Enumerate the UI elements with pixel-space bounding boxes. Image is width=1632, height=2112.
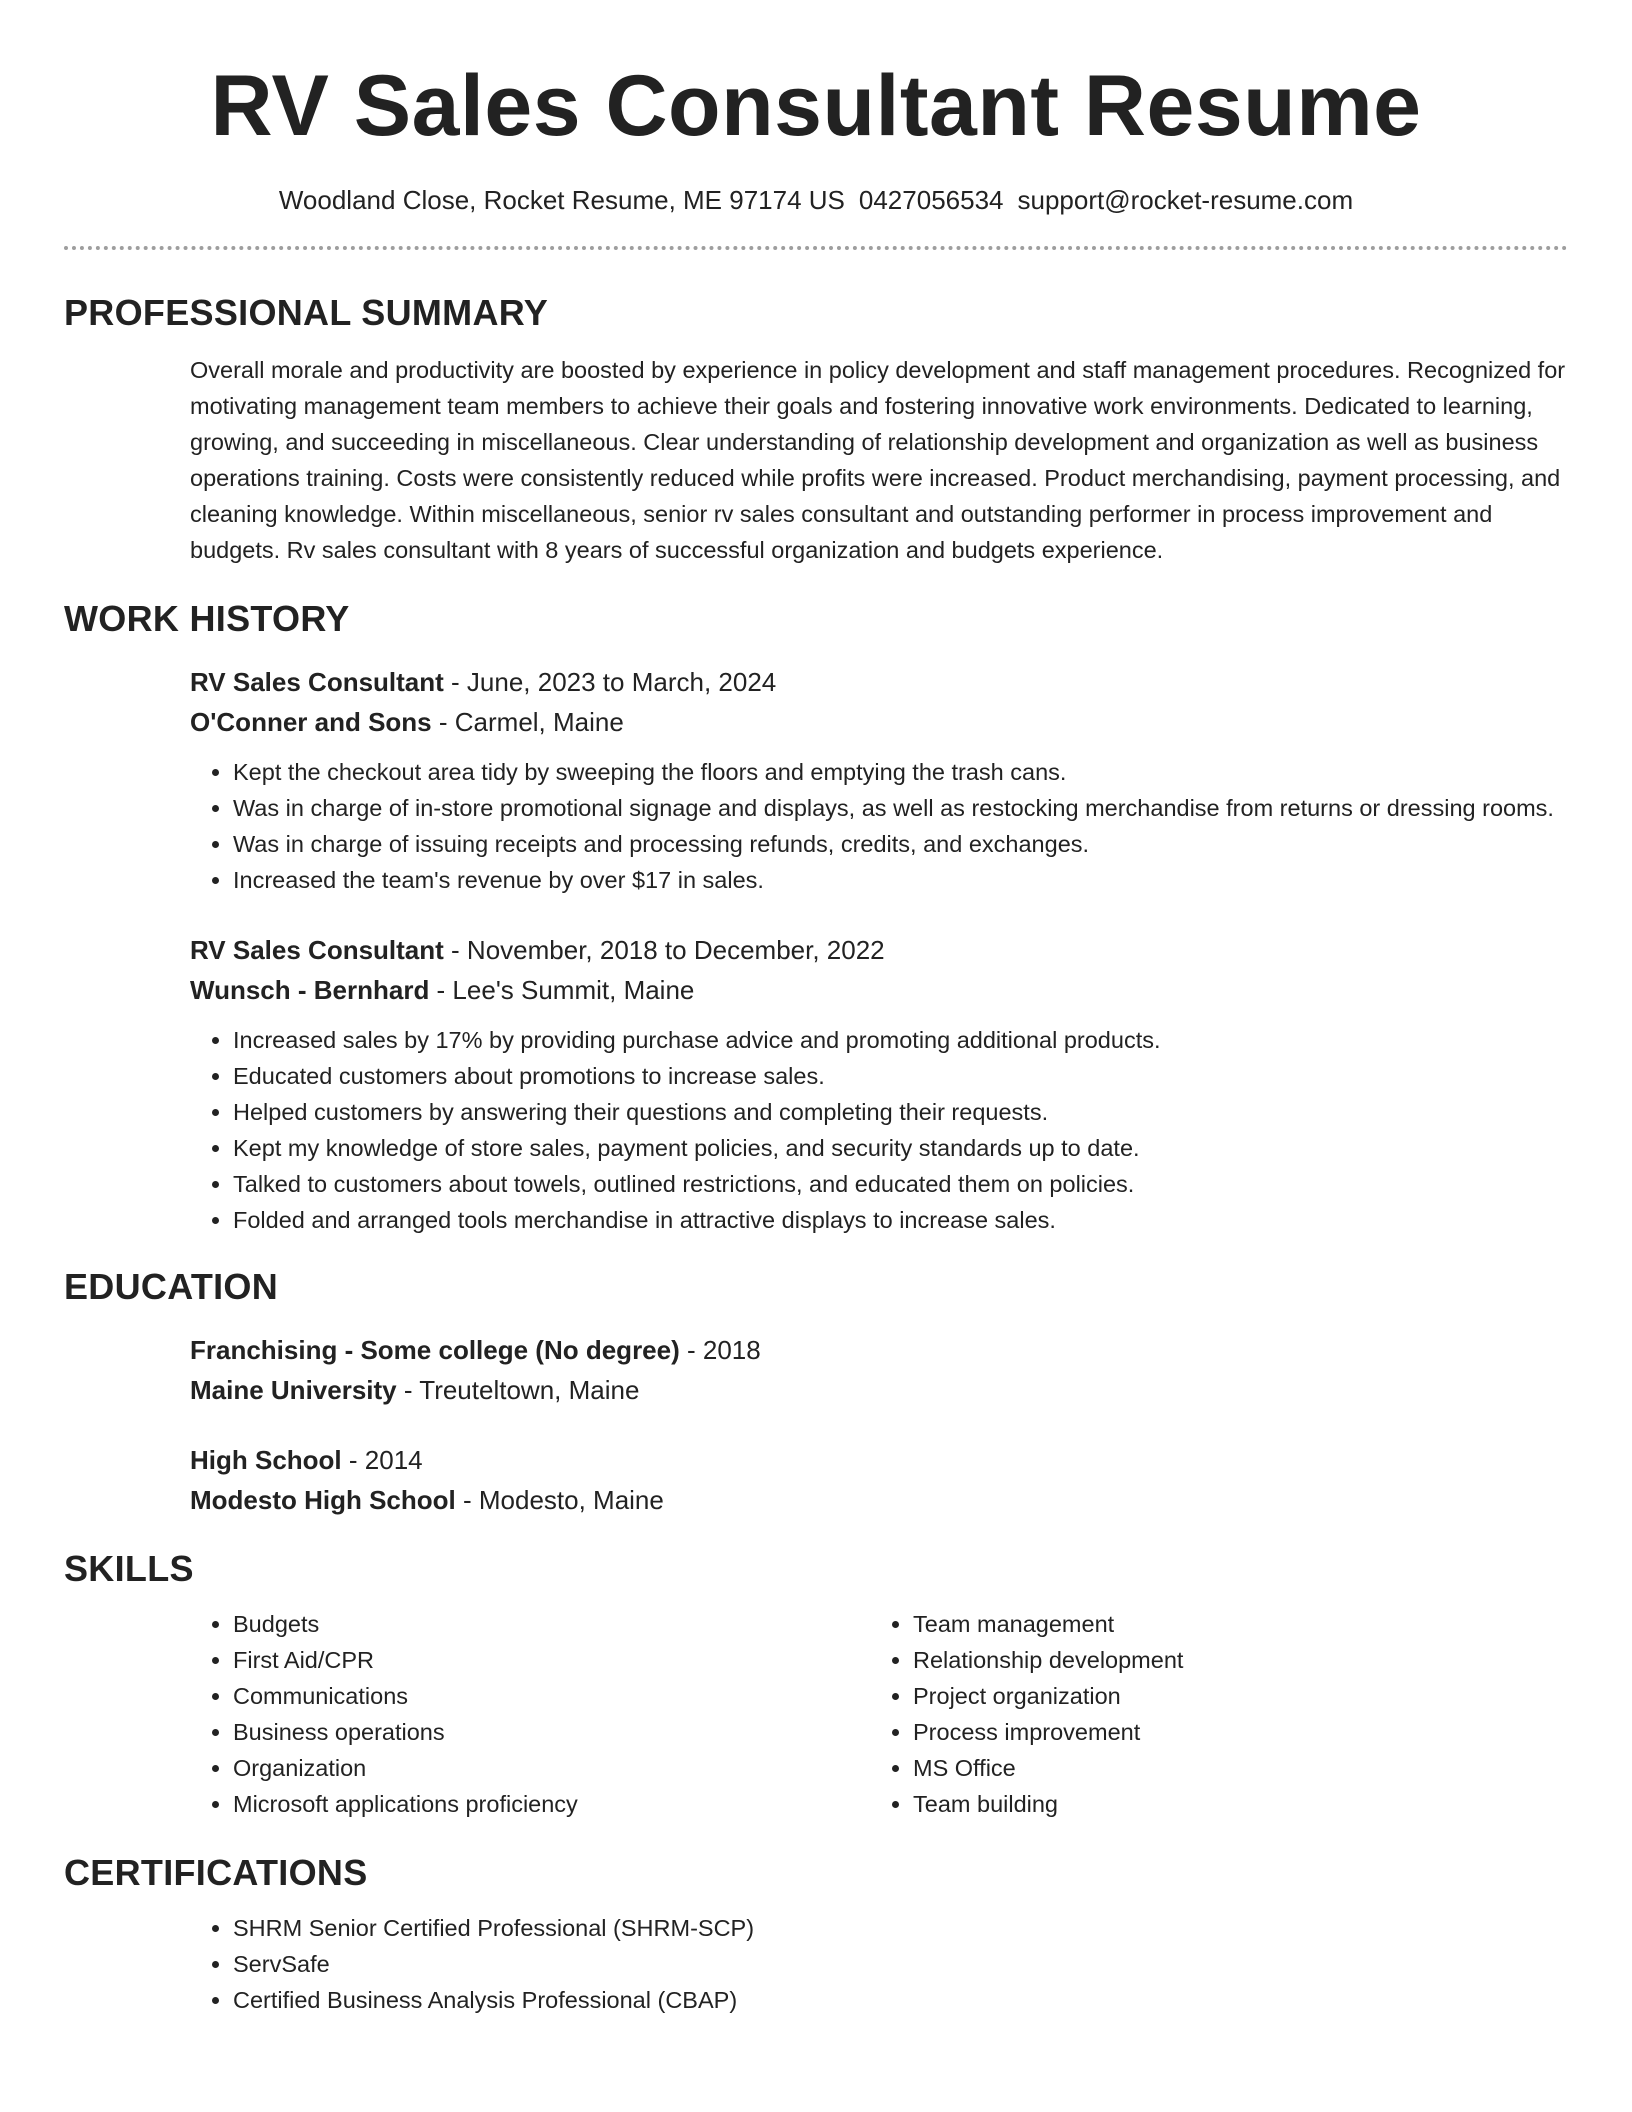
job-location: - Lee's Summit, Maine [429, 975, 695, 1005]
certification-item: • Certified Business Analysis Professional (CBAP) [233, 1982, 1568, 2018]
summary-section [190, 352, 1568, 568]
job-bullet: • Increased sales by 17% by providing purchase advice and promoting additional products. [233, 1022, 1568, 1058]
skill-item: • Process improvement [913, 1714, 1550, 1750]
skill-item: • Microsoft applications proficiency [233, 1786, 870, 1822]
certifications-section [190, 1910, 1568, 2018]
skills-list-left [190, 1606, 870, 1822]
education-degree-line [190, 1440, 1568, 1480]
job-bullet: • Was in charge of issuing receipts and processing refunds, credits, and exchanges. [233, 826, 1568, 862]
job-entry [190, 930, 1568, 1238]
job-title: RV Sales Consultant [190, 667, 444, 697]
job-title-line [190, 930, 1568, 970]
education-location: - Modesto, Maine [455, 1485, 664, 1515]
job-title: RV Sales Consultant [190, 935, 444, 965]
section-title-certifications: CERTIFICATIONS [64, 1852, 368, 1893]
contact-line [64, 184, 1568, 216]
resume-page [64, 0, 1568, 2018]
contact-address: Woodland Close, Rocket Resume, ME 97174 US [278, 185, 845, 215]
skill-item: • Team building [913, 1786, 1550, 1822]
education-degree-line [190, 1330, 1568, 1370]
skill-item: • Team management [913, 1606, 1550, 1642]
job-title-line [190, 662, 1568, 702]
contact-phone: 0427056534 [858, 185, 1004, 215]
section-title-skills: SKILLS [64, 1548, 194, 1589]
job-bullet: • Helped customers by answering their questions and completing their requests. [233, 1094, 1568, 1130]
education-school-line [190, 1370, 1568, 1410]
job-location: - Carmel, Maine [431, 707, 624, 737]
section-title-summary: PROFESSIONAL SUMMARY [64, 292, 549, 333]
job-bullet: • Kept my knowledge of store sales, payment policies, and security standards up to date. [233, 1130, 1568, 1166]
certification-item: • SHRM Senior Certified Professional (SHRM-SCP) [233, 1910, 1568, 1946]
certifications-list [190, 1910, 1568, 2018]
education-school-line [190, 1480, 1568, 1520]
job-bullet: • Increased the team's revenue by over $17 in sales. [233, 862, 1568, 898]
job-bullets [190, 754, 1568, 898]
job-dates: - June, 2023 to March, 2024 [443, 667, 777, 697]
education-school: Maine University [190, 1375, 397, 1405]
education-degree: Franchising - Some college (No degree) [190, 1335, 680, 1365]
skill-item: • Project organization [913, 1678, 1550, 1714]
education-entry [190, 1330, 1568, 1410]
job-bullet: • Folded and arranged tools merchandise in attractive displays to increase sales. [233, 1202, 1568, 1238]
education-degree: High School [190, 1445, 342, 1475]
header-divider [64, 246, 1568, 250]
education-entry [190, 1440, 1568, 1520]
job-company-line [190, 970, 1568, 1010]
job-dates: - November, 2018 to December, 2022 [443, 935, 885, 965]
job-bullet: • Talked to customers about towels, outlined restrictions, and educated them on policies. [233, 1166, 1568, 1202]
resume-title: RV Sales Consultant Resume [210, 58, 1422, 154]
skill-item: • Organization [233, 1750, 870, 1786]
education-section [190, 1330, 1568, 1520]
education-year: - 2018 [679, 1335, 761, 1365]
skills-column-left [190, 1606, 870, 1822]
job-bullets [190, 1022, 1568, 1238]
skills-list-right [870, 1606, 1550, 1822]
job-company: O'Conner and Sons [190, 707, 432, 737]
job-bullet: • Was in charge of in-store promotional signage and displays, as well as restocking merchandise from returns or dressing rooms. [233, 790, 1568, 826]
education-year: - 2014 [341, 1445, 423, 1475]
work-history-section [190, 662, 1568, 1238]
job-bullet: • Educated customers about promotions to increase sales. [233, 1058, 1568, 1094]
section-title-education: EDUCATION [64, 1266, 279, 1307]
skills-column-right [870, 1606, 1550, 1822]
skill-item: • MS Office [913, 1750, 1550, 1786]
skill-item: • Business operations [233, 1714, 870, 1750]
skills-section [190, 1606, 1568, 1822]
skill-item: • Relationship development [913, 1642, 1550, 1678]
skill-item: • Budgets [233, 1606, 870, 1642]
summary-text: Overall morale and productivity are boosted by experience in policy development and staff management procedures. Recognized for motivating management team members to achieve their goals and fostering innovative work environments. Dedicated to learning, growing, and succeeding in miscellaneous. Clear understanding of relationship development and organization as well as business operations training. Costs were consistently reduced while profits were increased. Product merchandising, payment processing, and cleaning knowledge. Within miscellaneous, senior rv sales consultant and outstanding performer in process improvement and budgets. Rv sales consultant with 8 years of successful organization and budgets experience. [190, 357, 1566, 563]
contact-email: support@rocket-resume.com [1017, 185, 1354, 215]
education-school: Modesto High School [190, 1485, 456, 1515]
skills-columns [190, 1606, 1568, 1822]
job-entry [190, 662, 1568, 898]
education-location: - Treuteltown, Maine [396, 1375, 640, 1405]
skill-item: • First Aid/CPR [233, 1642, 870, 1678]
job-company-line [190, 702, 1568, 742]
job-bullet: • Kept the checkout area tidy by sweeping the floors and emptying the trash cans. [233, 754, 1568, 790]
job-company: Wunsch - Bernhard [190, 975, 430, 1005]
certification-item: • ServSafe [233, 1946, 1568, 1982]
section-title-work-history: WORK HISTORY [64, 598, 350, 639]
skill-item: • Communications [233, 1678, 870, 1714]
